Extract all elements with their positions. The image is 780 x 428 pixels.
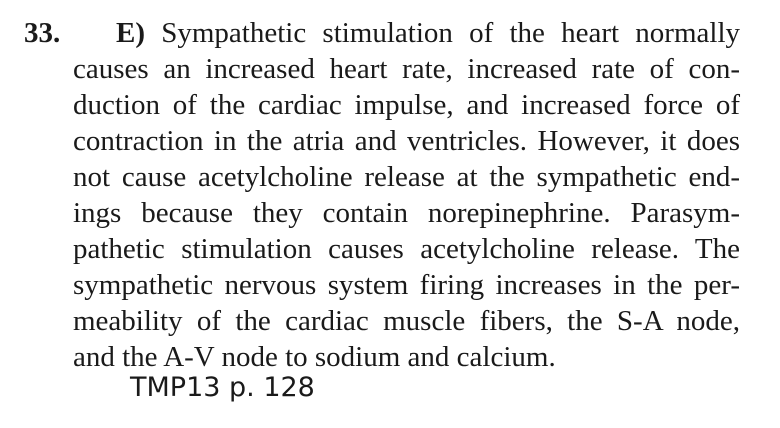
explanation-line: ings because they contain norepinephrine. Parasym- [73, 197, 740, 229]
explanation-line: contraction in the atria and ventricles. However, it does [73, 125, 740, 157]
explanation-line: not cause acetylcholine release at the sympathetic end- [73, 161, 740, 193]
explanation-line: causes an increased heart rate, increased rate of con- [73, 53, 740, 85]
explanation-line [116, 15, 740, 51]
explanation-line: sympathetic nervous system firing increases in the per- [73, 269, 740, 301]
question-number [24, 15, 60, 51]
explanation-line: pathetic stimulation causes acetylcholine release. The [73, 233, 740, 265]
explanation-line: meability of the cardiac muscle fibers, the S-A node, [73, 305, 740, 337]
explanation-line: duction of the cardiac impulse, and increased force of [73, 89, 740, 121]
explanation-line: and the A-V node to sodium and calcium. [73, 341, 556, 373]
explanation-line-text: Sympathetic stimulation of the heart normally [161, 17, 741, 49]
question-number-label: 33. [24, 17, 61, 49]
textbook-reference: TMP13 p. 128 [130, 372, 315, 403]
answer-letter: E) [116, 17, 145, 49]
